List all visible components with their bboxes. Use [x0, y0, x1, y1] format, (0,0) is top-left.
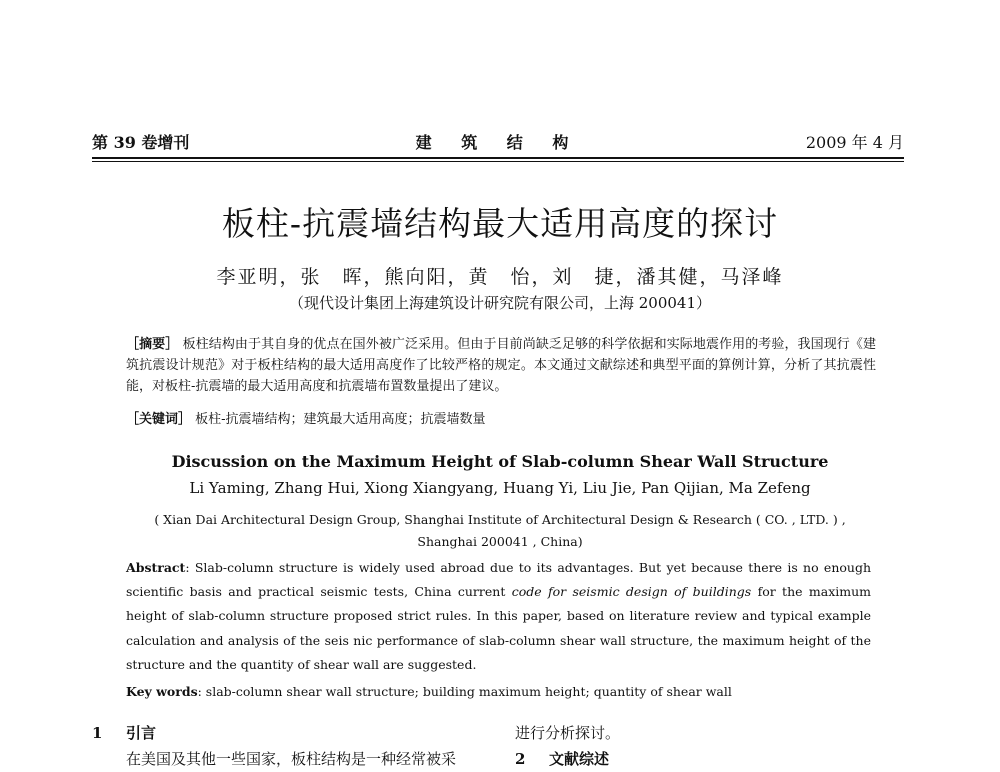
issue-date: 2009 年 4 月	[805, 133, 904, 152]
keywords-chinese	[126, 408, 876, 427]
affiliation-english	[0, 509, 1000, 553]
authors-chinese: 李亚明，张 晖，熊向阳，黄 怡，刘 捷，潘其健，马泽峰	[216, 266, 784, 288]
abstract-chinese	[126, 334, 876, 397]
section-number: 1	[92, 724, 103, 742]
abstract-english-part2: for the maximum height of slab-column structure proposed strict rules. In this paper, based on literature review and typical example calculation and analysis of the seis nic performance of slab-column shear wall structure, the maximum height of the structure and the quantity of shear wall are suggested.	[126, 584, 871, 672]
authors-english: Li Yaming, Zhang Hui, Xiong Xiangyang, Huang Yi, Liu Jie, Pan Qijian, Ma Zefeng	[189, 479, 811, 497]
title-english: Discussion on the Maximum Height of Slab-column Shear Wall Structure	[171, 452, 829, 471]
body-right-column	[515, 720, 905, 772]
intro-paragraph: 在美国及其他一些国家，板柱结构是一种经常被采	[126, 750, 457, 768]
keywords-chinese-label: ［关键词］	[126, 412, 192, 427]
body-left-column	[92, 720, 482, 772]
journal-volume: 第 39 卷增刊	[92, 133, 190, 152]
header-rule-thin	[92, 161, 904, 162]
keywords-english	[126, 684, 871, 699]
title-chinese: 板柱-抗震墙结构最大适用高度的探讨	[221, 204, 779, 243]
keywords-chinese-text: 板柱-抗震墙结构；建筑最大适用高度；抗震墙数量	[195, 412, 486, 427]
affiliation-english-line1: ( Xian Dai Architectural Design Group, Shanghai Institute of Architectural Design & Research ( CO. , LTD. ) ,	[154, 512, 846, 527]
abstract-chinese-label: ［摘要］	[126, 337, 179, 352]
abstract-english	[126, 556, 871, 677]
affiliation-chinese: （现代设计集团上海建筑设计研究院有限公司，上海 200041）	[288, 294, 712, 312]
section-heading-literature-review	[515, 746, 905, 772]
header-rule-thick	[92, 157, 904, 159]
keywords-english-text: : slab-column shear wall structure; building maximum height; quantity of shear wall	[197, 684, 732, 699]
section-title: 引言	[126, 724, 157, 742]
keywords-english-label: Key words	[126, 684, 198, 699]
abstract-english-part1: : Slab-column structure is widely used abroad due to its advantages. But yet because there is no enough scientific basis and practical seismic tests, China current	[126, 560, 871, 600]
running-header	[92, 130, 904, 154]
section-number: 2	[515, 750, 526, 768]
section-heading-introduction	[92, 720, 482, 746]
continued-paragraph: 进行分析探讨。	[515, 724, 621, 742]
section-title: 文献综述	[549, 750, 610, 768]
journal-name: 建 筑 结 构	[415, 133, 581, 152]
abstract-chinese-text: 板柱结构由于其自身的优点在国外被广泛采用。但由于目前尚缺乏足够的科学依据和实际地震作用的考验，我国现行《建筑抗震设计规范》对于板柱结构的最大适用高度作了比较严格的规定。本文通过文献综述和典型平面的算例计算，分析了其抗震性能，对板柱-抗震墙的最大适用高度和抗震墙布置数量提出了建议。	[126, 337, 876, 394]
abstract-english-code-title: code for seismic design of buildings	[511, 584, 752, 600]
affiliation-english-line2: Shanghai 200041 , China)	[417, 534, 583, 549]
abstract-english-label: Abstract	[126, 560, 186, 575]
